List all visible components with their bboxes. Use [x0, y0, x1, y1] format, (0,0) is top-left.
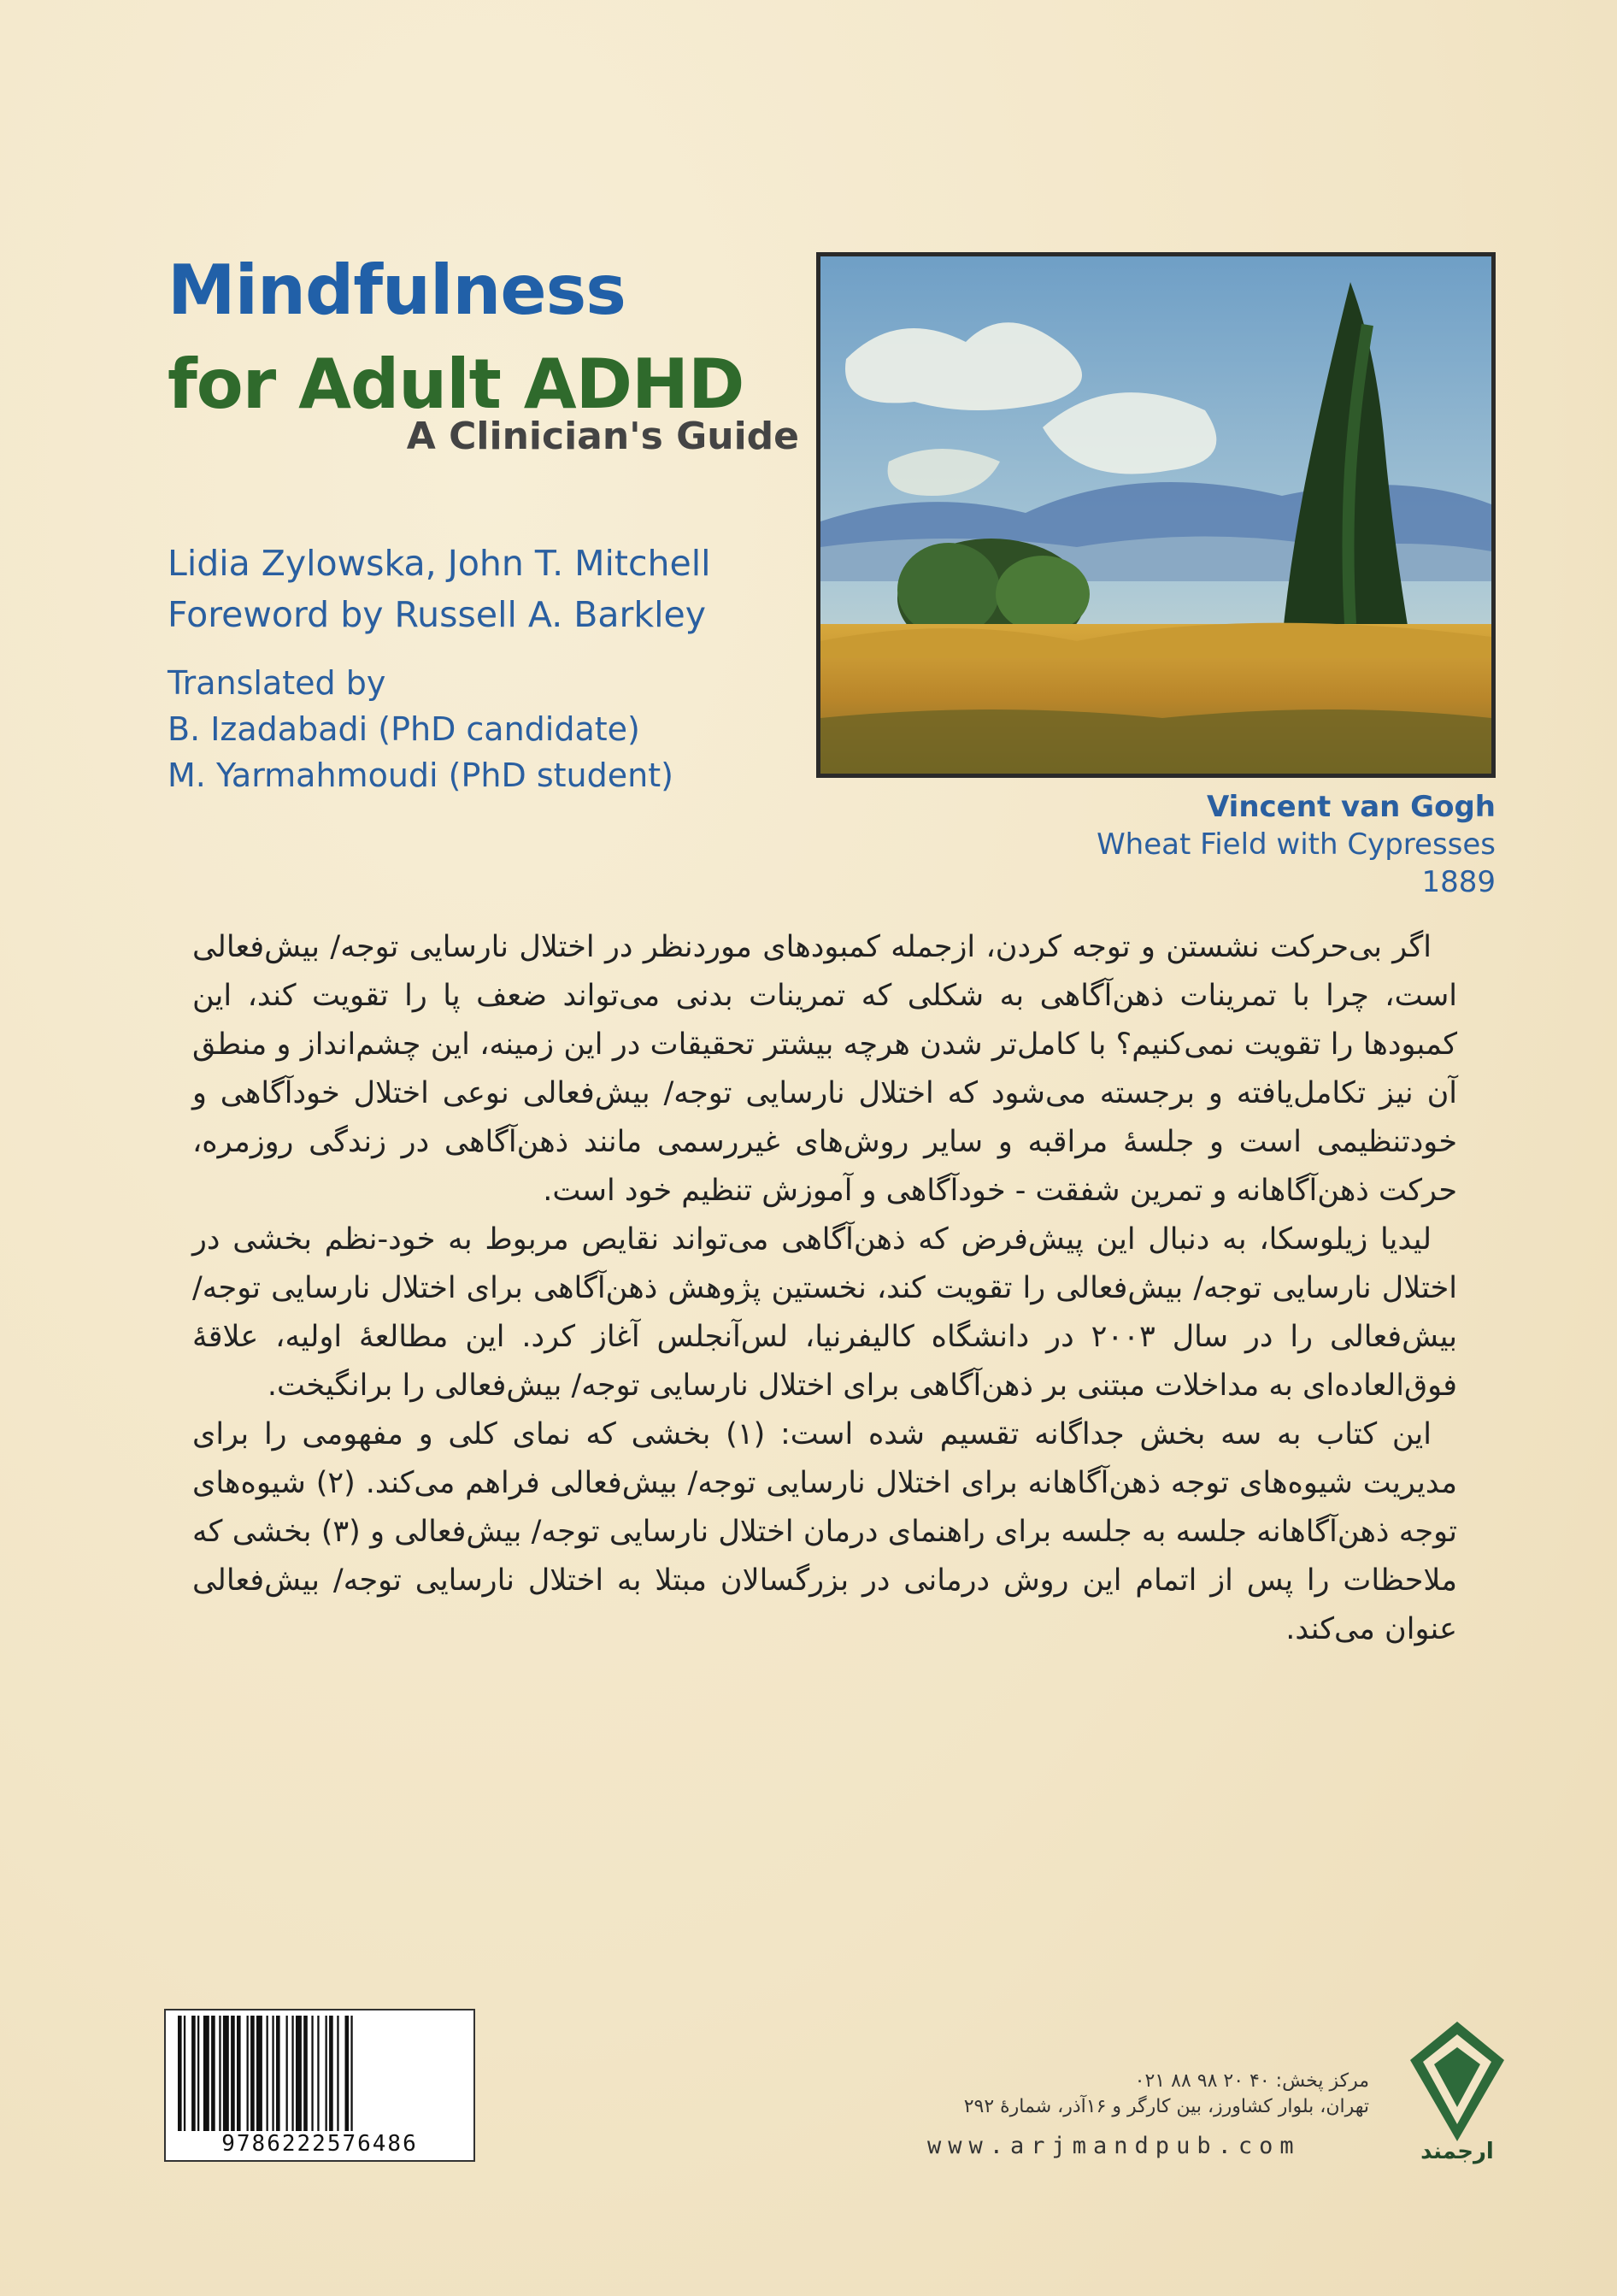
barcode-bars-icon — [166, 2016, 470, 2131]
foreword-credit: Foreword by Russell A. Barkley — [168, 594, 707, 635]
translator-2: M. Yarmahmoudi (PhD student) — [168, 757, 673, 794]
wheat-field-painting-image — [820, 256, 1491, 774]
translated-by-label: Translated by — [168, 664, 386, 702]
title-line-1: Mindfulness — [168, 250, 626, 330]
publisher-logo-icon — [1402, 2017, 1513, 2146]
translator-1: B. Izadabadi (PhD candidate) — [168, 710, 640, 748]
isbn-number: 9786222576486 — [221, 2131, 418, 2157]
publisher-website: www.arjmandpub.com — [927, 2133, 1301, 2159]
publisher-phone: مرکز پخش: ۴۰ ۲۰ ۹۸ ۸۸ ۰۲۱ — [1134, 2070, 1369, 2092]
publisher-address: تهران، بلوار کشاورز، بین کارگر و ۱۶آذر، شمارهٔ ۲۹۲ — [963, 2096, 1369, 2117]
description-paragraph-1: اگر بی‌حرکت نشستن و توجه کردن، ازجمله کمبودهای موردنظر در اختلال نارسایی توجه/ بیش‌فعالی است، چرا با تمرینات ذهن‌آگاهی به شکلی که تمرینات بدنی می‌تواند ضعف پا را تقویت کند، این کمبودها را تقویت نمی‌کنیم؟ با کامل‌تر شدن هرچه بیشتر تحقیقات در این زمینه، این چشم‌انداز و منطق آن نیز تکامل‌یافته و برجسته می‌شود که اختلال نارسایی توجه/ بیش‌فعالی نوعی اختلال خودآگاهی و خودتنظیمی است و جلسهٔ مراقبه و سایر روش‌های غیررسمی مانند ذهن‌آگاهی در زندگی روزمره، حرکت ذهن‌آگاهانه و تمرین شفقت - خودآگاهی و آموزش تنظیم خود است. — [192, 930, 1457, 1208]
description-paragraph-3: این کتاب به سه بخش جداگانه تقسیم شده است: (۱) بخشی که نمای کلی و مفهومی را برای مدیریت شیوه‌های توجه ذهن‌آگاهانه برای اختلال نارسایی توجه/ بیش‌فعالی فراهم می‌کند. (۲) شیوه‌های توجه ذهن‌آگاهانه جلسه به جلسه برای راهنمای درمان اختلال نارسایی توجه/ بیش‌فعالی و (۳) بخشی که ملاحظات را پس از اتمام این روش درمانی در بزرگسالان مبتلا به اختلال نارسایی توجه/ بیش‌فعالی عنوان می‌کند. — [192, 1417, 1457, 1646]
book-description — [192, 923, 1457, 1654]
painting-artist: Vincent van Gogh — [1206, 790, 1496, 824]
painting-year: 1889 — [1421, 865, 1496, 899]
publisher-logo-name: ارجمند — [1420, 2139, 1494, 2164]
publisher-contact — [964, 2069, 1369, 2120]
painting-title: Wheat Field with Cypresses — [1097, 827, 1496, 862]
painting-caption — [1097, 788, 1496, 901]
book-title — [168, 244, 744, 432]
translators-block — [168, 660, 673, 798]
cover-painting — [816, 252, 1496, 778]
title-line-2: for Adult ADHD — [168, 344, 744, 424]
description-paragraph-2: لیدیا زیلوسکا، به دنبال این پیش‌فرض که ذهن‌آگاهی می‌تواند نقایص مربوط به خود-نظم بخشی در اختلال نارسایی توجه/ بیش‌فعالی را تقویت کند، نخستین پژوهش ذهن‌آگاهی برای اختلال نارسایی توجه/ بیش‌فعالی را در سال ۲۰۰۳ در دانشگاه کالیفرنیا، لس‌آنجلس آغاز کرد. این مطالعهٔ اولیه، علاقهٔ فوق‌العاده‌ای به مداخلات مبتنی بر ذهن‌آگاهی برای اختلال نارسایی توجه/ بیش‌فعالی را برانگیخت. — [192, 1222, 1457, 1403]
book-subtitle: A Clinician's Guide — [406, 415, 799, 458]
authors: Lidia Zylowska, John T. Mitchell — [168, 543, 711, 584]
isbn-barcode — [164, 2009, 475, 2162]
